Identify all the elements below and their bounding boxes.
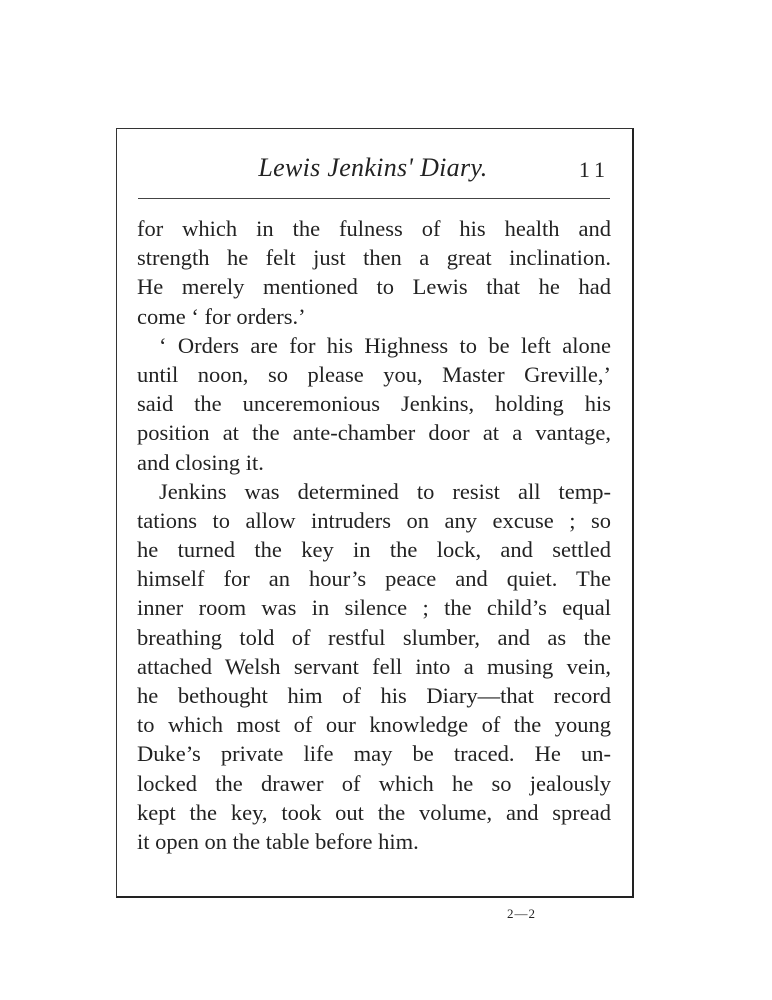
text-line: strength he felt just then a great inclination.: [137, 245, 611, 271]
body-text: [137, 214, 611, 856]
page-number: 11: [578, 157, 610, 182]
text-line: to which most of our knowledge of the young: [137, 712, 611, 738]
text-line: attached Welsh servant fell into a musing vein,: [137, 653, 611, 679]
text-line: Duke’s private life may be traced. He un-: [137, 741, 611, 767]
text-line: for which in the fulness of his health and: [137, 216, 611, 241]
text-line: come ‘ for orders.’: [137, 303, 306, 329]
running-title: Lewis Jenkins' Diary.: [258, 153, 488, 182]
running-head: [136, 153, 610, 193]
text-line: position at the ante-chamber door at a vantage,: [137, 420, 611, 446]
text-line: breathing told of restful slumber, and as the: [137, 624, 611, 650]
text-line: He merely mentioned to Lewis that he had: [137, 274, 611, 300]
text-line: kept the key, took out the volume, and spread: [137, 799, 611, 825]
text-line: until noon, so please you, Master Greville,’: [137, 361, 611, 387]
text-line: inner room was in silence ; the child’s equal: [137, 595, 611, 621]
text-line: Jenkins was determined to resist all temp-: [159, 478, 611, 504]
text-line: he turned the key in the lock, and settled: [137, 537, 611, 563]
text-line: and closing it.: [137, 449, 264, 475]
header-rule: [138, 198, 610, 199]
text-line: tations to allow intruders on any excuse ; so: [137, 507, 611, 533]
text-line: he bethought him of his Diary—that record: [137, 683, 611, 708]
text-line: said the unceremonious Jenkins, holding his: [137, 391, 611, 417]
text-line: it open on the table before him.: [137, 828, 419, 854]
text-line: ‘ Orders are for his Highness to be left alone: [159, 332, 611, 358]
printer-signature-mark: 2—2: [507, 906, 536, 921]
text-line: himself for an hour’s peace and quiet. The: [137, 566, 611, 592]
text-line: locked the drawer of which he so jealously: [137, 770, 611, 796]
